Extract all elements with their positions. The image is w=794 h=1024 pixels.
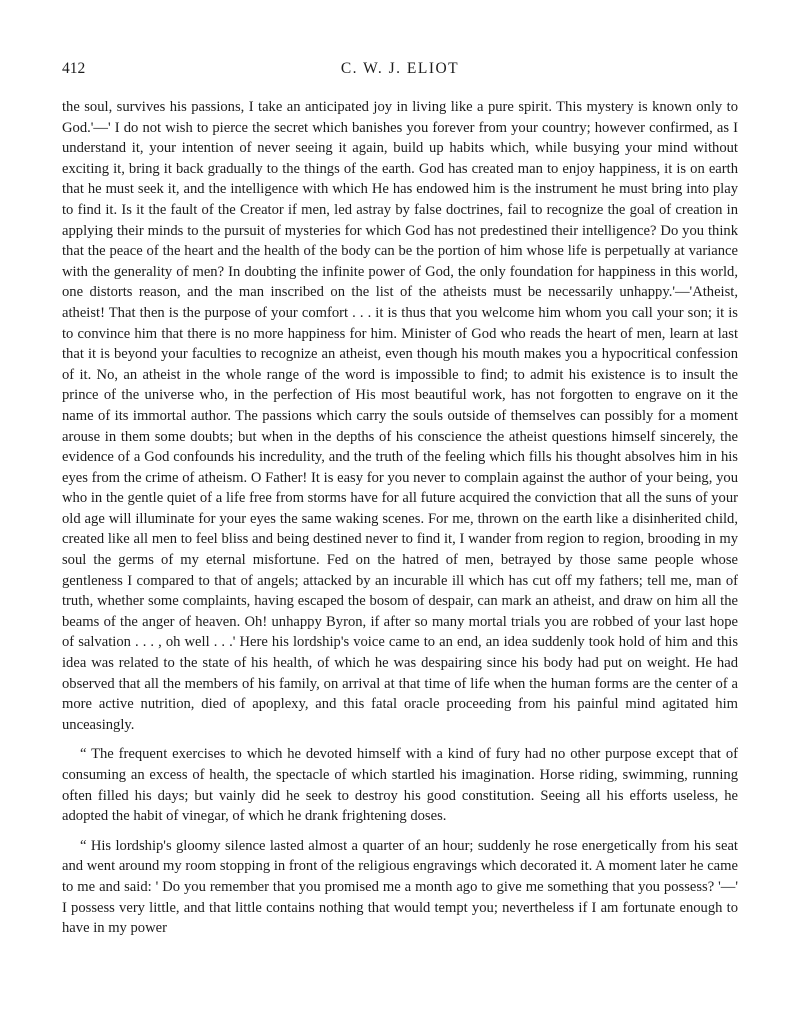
paragraph-continued: the soul, survives his passions, I take an anticipated joy in living like a pure spirit. This mystery is known only to God.'—' I do not wish to pierce the secret which banishes you forever from your country; however confirmed, as I understand it, your intention of never seeing it again, build up habits which, while busying your mind without exciting it, bring it back gradually to the things of the earth. God has created man to enjoy happiness, it is on earth that he must seek it, and the intelligence with which He has endowed him is the instrument he must bring into play to find it. Is it the fault of the Creator if men, led astray by false doctrines, fail to recognize the goal of creation in applying their minds to the pursuit of mysteries for which God has not predestined their intelligence? Do you think that the peace of the heart and the health of the body can be the portion of him whose life is perpetually at variance with the generality of men? In doubting the infinite power of God, the only foundation for happiness in this world, one distorts reason, and the man inscribed on the list of the atheists must be necessarily unhappy.'—'Atheist, atheist! That then is the purpose of your comfort . . . it is thus that you welcome him whom you call your son; it is to convince him that there is no more happiness for him. Minister of God who reads the heart of men, learn at last that it is beyond your faculties to recognize an atheist, even though his mouth makes you a hypocritical confession of it. No, an atheist in the whole range of the word is impossible to find; to admit his existence is to insult the prince of the universe who, in the perfection of His most beautiful work, has not forgotten to engrave on it the name of its immortal author. The passions which carry the souls outside of themselves can possibly for a moment arouse in them some doubts; but when in the depths of his conscience the atheist questions himself sincerely, the evidence of a God confounds his incredulity, and the truth of the feeling which fills his thought absolves him in his eyes from the crime of atheism. O Father! It is easy for you never to complain against the author of your being, you who in the gentle quiet of a life free from storms have for all future acquired the conviction that all the suns of your old age will illuminate for your eyes the same waking scenes. For me, thrown on the earth like a disinherited child, created like all men to feel bliss and being destined never to find it, I wander from region to region, brooding in my soul the germs of my eternal misfortune. Fed on the hatred of men, betrayed by those same people whose gentleness I compared to that of angels; attacked by an incurable ill which has cut off my fathers; tell me, man of truth, whether some complaints, having escaped the bosom of despair, can mark an atheist, and draw on him all the beams of the anger of heaven. Oh! unhappy Byron, if after so many mortal trials you are robbed of your last hope of salvation . . . , oh well . . .' Here his lordship's voice came to an end, an idea suddenly took hold of him and this idea was related to the state of his health, of which he was despairing since his body had put on weight. He had observed that all the members of his family, on arrival at that time of life when the human forms are the center of a more active nutrition, died of apoplexy, and this fatal oracle proceeding from his painful mind agitated him unceasingly. <box>62 99 738 733</box>
page-number: 412 <box>62 60 86 77</box>
paragraph-gloomy-silence: “ His lordship's gloomy silence lasted almost a quarter of an hour; suddenly he rose energetically from his seat and went around my room stopping in front of the religious engravings which decorated it. A moment later he came to me and said: ' Do you remember that you promised me a month ago to give me something that you possess? '—' I possess very little, and that little contains nothing that would tempt you; nevertheless if I am fortunate enough to have in my power <box>62 837 738 937</box>
running-title: C. W. J. ELIOT <box>340 60 460 77</box>
running-head <box>62 60 738 84</box>
paragraph-exercises: “ The frequent exercises to which he devoted himself with a kind of fury had no other purpose except that of consuming an excess of health, the spectacle of which startled his imagination. Horse riding, swimming, running often filled his days; but vainly did he seek to destroy his good constitution. Seeing all his efforts useless, he adopted the habit of vinegar, of which he drank frightening doses. <box>62 746 738 825</box>
body-text <box>62 97 738 939</box>
